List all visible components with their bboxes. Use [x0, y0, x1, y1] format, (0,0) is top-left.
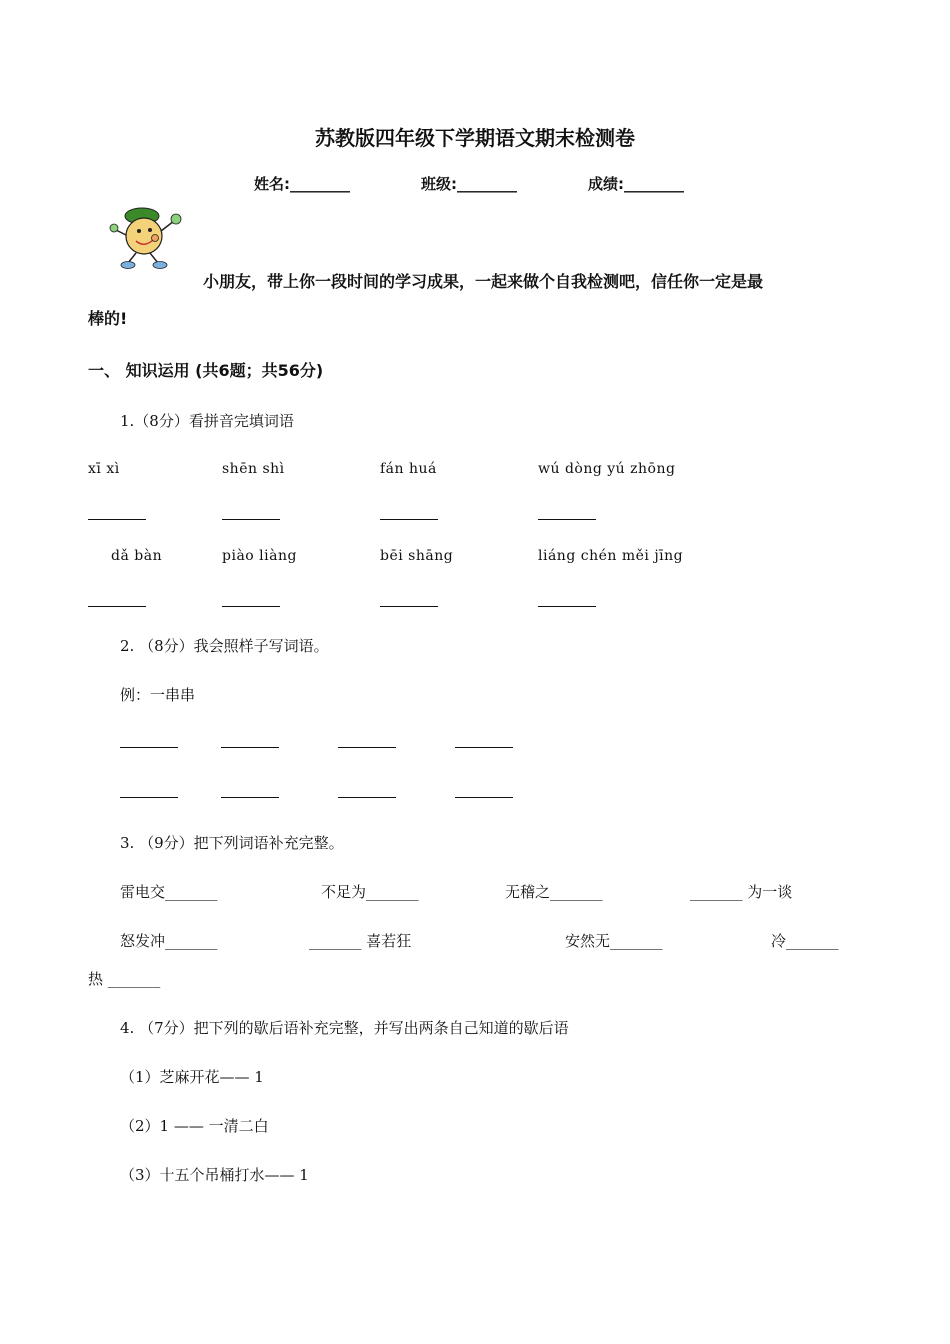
greeting-line-2: 棒的! [88, 309, 128, 328]
proverb-item[interactable]: （1）芝麻开花—— 1 [120, 1068, 264, 1086]
answer-blank[interactable] [88, 519, 146, 520]
pinyin-item: bēi shāng [380, 548, 454, 564]
section-heading: 一、 知识运用 (共6题；共56分) [88, 361, 324, 380]
idiom-blank[interactable]: 怒发冲_______ [120, 932, 218, 950]
idiom-blank[interactable]: _______ 为一谈 [690, 883, 793, 901]
cartoon-mascot-icon [106, 203, 188, 271]
idiom-blank[interactable]: 热 _______ [88, 970, 161, 988]
question-2-prompt: 2. （8分）我会照样子写词语。 [120, 637, 329, 655]
answer-blank[interactable] [455, 747, 513, 748]
answer-blank[interactable] [221, 747, 279, 748]
pinyin-item: xī xì [88, 461, 120, 477]
answer-blank[interactable] [120, 797, 178, 798]
question-3-prompt: 3. （9分）把下列词语补充完整。 [120, 834, 344, 852]
answer-blank[interactable] [538, 606, 596, 607]
answer-blank[interactable] [380, 519, 438, 520]
greeting-line-1: 小朋友，带上你一段时间的学习成果，一起来做个自我检测吧，信任你一定是最 [203, 272, 764, 291]
question-1-prompt: 1.（8分）看拼音完填词语 [120, 412, 294, 430]
answer-blank[interactable] [88, 606, 146, 607]
class-field[interactable]: 班级:________ [421, 175, 517, 193]
answer-blank[interactable] [455, 797, 513, 798]
page-title: 苏教版四年级下学期语文期末检测卷 [315, 126, 635, 150]
idiom-blank[interactable]: 冷_______ [771, 932, 839, 950]
question-4-prompt: 4. （7分）把下列的歇后语补充完整，并写出两条自己知道的歇后语 [120, 1019, 569, 1037]
proverb-item[interactable]: （2）1 —— 一清二白 [120, 1117, 269, 1135]
idiom-blank[interactable]: 雷电交_______ [120, 883, 218, 901]
answer-blank[interactable] [380, 606, 438, 607]
idiom-blank[interactable]: 不足为_______ [321, 883, 419, 901]
idiom-blank[interactable]: 安然无_______ [565, 932, 663, 950]
pinyin-item: fán huá [380, 461, 437, 477]
answer-blank[interactable] [338, 797, 396, 798]
pinyin-item: piào liàng [222, 548, 297, 564]
idiom-blank[interactable]: 无稽之_______ [505, 883, 603, 901]
score-field[interactable]: 成绩:________ [588, 175, 684, 193]
answer-blank[interactable] [222, 606, 280, 607]
idiom-blank[interactable]: _______ 喜若狂 [309, 932, 412, 950]
example-text: 例：一串串 [120, 686, 196, 704]
name-field[interactable]: 姓名:________ [254, 175, 350, 193]
answer-blank[interactable] [120, 747, 178, 748]
answer-blank[interactable] [222, 519, 280, 520]
pinyin-item: liáng chén měi jīng [538, 548, 684, 564]
pinyin-item: shēn shì [222, 461, 285, 477]
pinyin-item: dǎ bàn [111, 548, 163, 564]
answer-blank[interactable] [538, 519, 596, 520]
pinyin-item: wú dòng yú zhōng [538, 461, 676, 477]
answer-blank[interactable] [221, 797, 279, 798]
proverb-item[interactable]: （3）十五个吊桶打水—— 1 [120, 1166, 309, 1184]
answer-blank[interactable] [338, 747, 396, 748]
